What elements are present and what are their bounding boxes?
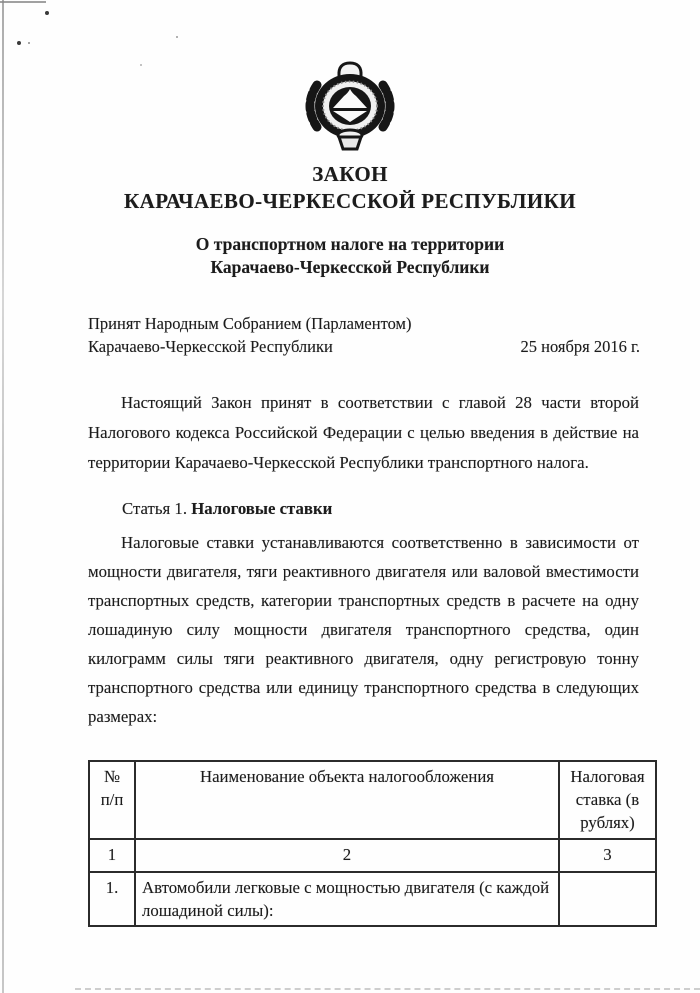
index-cell-2: 2 — [135, 839, 559, 872]
table-header-row — [89, 761, 656, 839]
scan-speck — [176, 36, 178, 38]
index-cell-1: 1 — [89, 839, 135, 872]
scan-speck — [28, 42, 30, 44]
table-row — [89, 872, 656, 926]
scan-speck — [45, 11, 49, 15]
header-cell-rate: Налоговая ставка (в рублях) — [559, 761, 656, 839]
scan-edge-artifact-left — [2, 0, 4, 993]
row-number-cell: 1. — [89, 872, 135, 926]
intro-paragraph: Настоящий Закон принят в соответствии с главой 28 части второй Налогового кодекса Российской Федерации с целью введения в действие на территории Карачаево-Черкесской Республики транспортного налога. — [88, 393, 639, 472]
article-1-body: Налоговые ставки устанавливаются соответственно в зависимости от мощности двигателя, тяги реактивного двигателя или валовой вместимости транспортных средств, категории транспортных средств в расчете на одну лошадиную силу мощности двигателя транспортного средства, один килограмм силы тяги реактивного двигателя, одну регистровую тонну транспортного средства или единицу транспортного средства в следующих размерах: — [88, 533, 639, 726]
article-1-label: Статья 1. — [122, 499, 188, 518]
header-cell-object-name: Наименование объекта налогообложения — [135, 761, 559, 839]
scan-speck — [17, 41, 21, 45]
adoption-date: 25 ноября 2016 г. — [520, 337, 640, 356]
adoption-block — [88, 312, 640, 358]
tax-rate-table — [88, 760, 657, 927]
scan-speck — [140, 64, 142, 66]
scan-edge-artifact-top — [0, 1, 46, 3]
document-title-line2: КАРАЧАЕВО-ЧЕРКЕССКОЙ РЕСПУБЛИКИ — [124, 189, 576, 213]
article-1-heading — [122, 499, 332, 519]
document-title-line1: ЗАКОН — [312, 162, 388, 186]
document-title — [0, 161, 700, 215]
table-column-index-row — [89, 839, 656, 872]
republic-coat-of-arms-icon — [302, 58, 398, 152]
document-subject — [0, 233, 700, 279]
adoption-line1: Принят Народным Собранием (Парламентом) — [88, 314, 412, 333]
document-subject-line1: О транспортном налоге на территории — [195, 234, 505, 254]
adoption-line2: Карачаево-Черкесской Республики — [88, 337, 333, 356]
header-cell-number: № п/п — [89, 761, 135, 839]
row-object-name-cell: Автомобили легковые с мощностью двигателя (с каждой лошадиной силы): — [135, 872, 559, 926]
index-cell-3: 3 — [559, 839, 656, 872]
row-rate-cell — [559, 872, 656, 926]
document-subject-line2: Карачаево-Черкесской Республики — [210, 257, 490, 277]
article-1-title: Налоговые ставки — [191, 499, 333, 518]
scan-edge-artifact-bottom — [75, 988, 700, 990]
